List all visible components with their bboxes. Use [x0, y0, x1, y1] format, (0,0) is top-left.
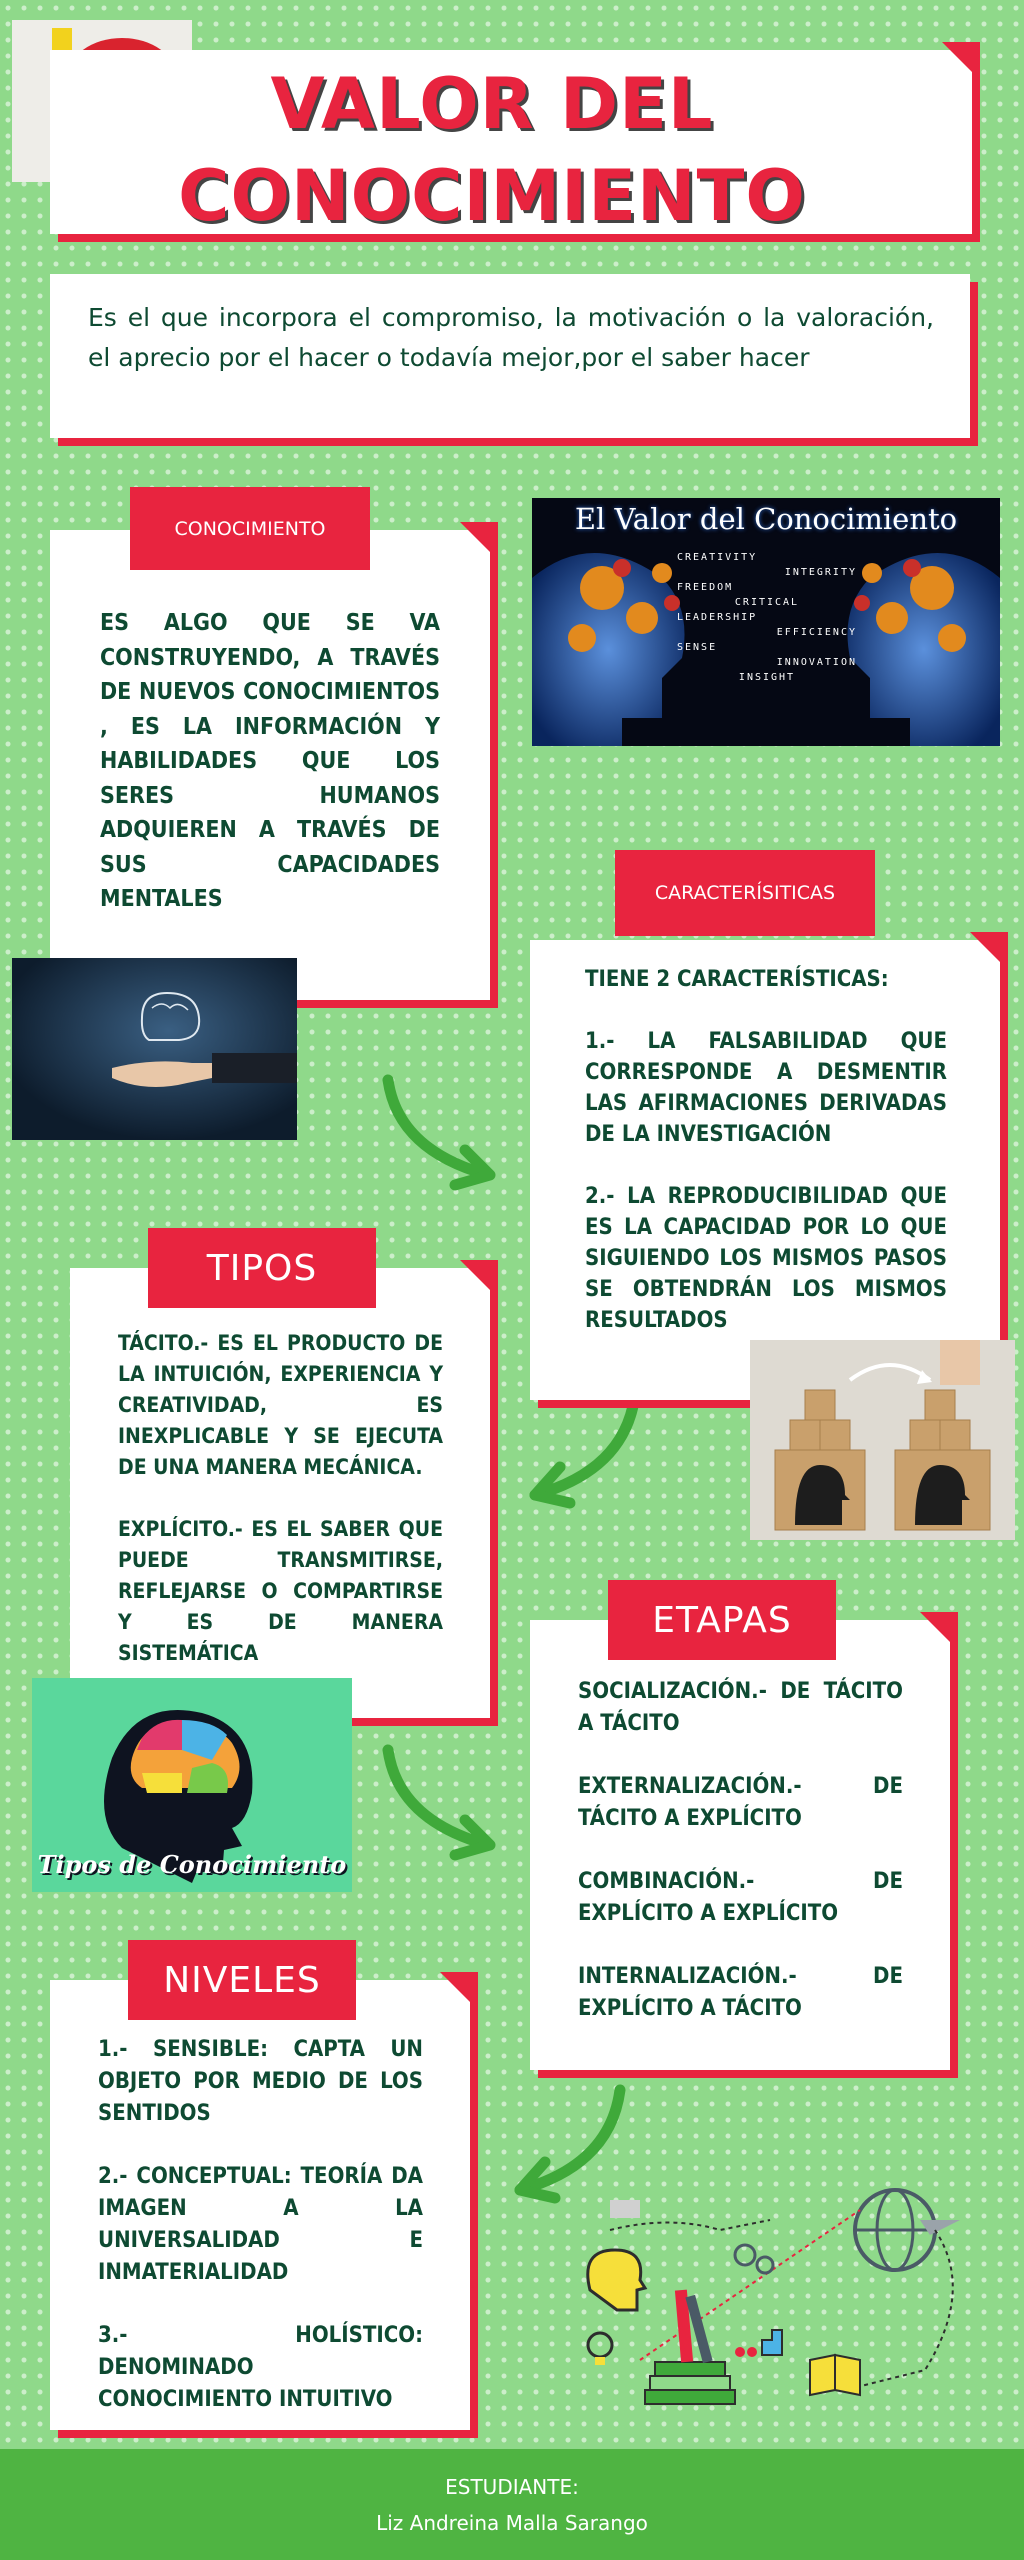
tipos-tag: TIPOS: [148, 1228, 376, 1308]
tipos-image-caption: Tipos de Conocimiento: [37, 1850, 347, 1879]
title-line-1: VALOR DEL: [270, 63, 714, 145]
footer: [0, 2449, 1024, 2560]
tipos-conocimiento-image: [32, 1678, 352, 1892]
head-blocks-image: [750, 1340, 1015, 1540]
head-profile-icon: [588, 2250, 645, 2310]
etapas-item-4: INTERNALIZACIÓN.- DE EXPLÍCITO A TÁCITO: [578, 1964, 903, 2021]
education-illustration: [570, 2180, 970, 2420]
arrow-icon: [370, 1070, 510, 1200]
conocimiento-tag: CONOCIMIENTO: [130, 487, 370, 570]
footer-student-name: Liz Andreina Malla Sarango: [376, 2511, 648, 2535]
etapas-text: [578, 1676, 903, 2056]
title-line-2: CONOCIMIENTO: [178, 155, 806, 237]
valor-word: LEADERSHIP: [677, 612, 758, 623]
page-title: [50, 58, 934, 242]
books-icon: [645, 2290, 735, 2404]
etapas-item-1: SOCIALIZACIÓN.- DE TÁCITO A TÁCITO: [578, 1679, 903, 1736]
niveles-item-3: 3.- HOLÍSTICO: DENOMINADO CONOCIMIENTO INTUITIVO: [98, 2323, 423, 2412]
lightbulb-icon: [588, 2333, 612, 2365]
footer-label: ESTUDIANTE:: [445, 2475, 579, 2499]
gear-icon: [735, 2245, 773, 2273]
intro-text: Es el que incorpora el compromiso, la motivación o la valoración, el aprecio por el hacer o todavía mejor,por el saber hacer: [88, 303, 934, 372]
globe-icon: [855, 2190, 960, 2270]
caracteristicas-intro: TIENE 2 CARACTERÍSTICAS:: [585, 967, 889, 992]
corner-fold-decoration: [460, 1260, 498, 1298]
etapas-tag: ETAPAS: [608, 1580, 836, 1660]
corner-fold-decoration: [942, 42, 980, 80]
caracteristicas-item-1: 1.- LA FALSABILIDAD QUE CORRESPONDE A DESMENTIR LAS AFIRMACIONES DERIVADAS DE LA INVESTIGACIÓN: [585, 1029, 947, 1147]
corner-fold-decoration: [920, 1612, 958, 1650]
valor-word: INTEGRITY: [784, 567, 857, 578]
arrow-icon: [510, 1385, 650, 1515]
valor-word: FREEDOM: [677, 582, 734, 593]
valor-image-words: [677, 550, 857, 685]
caracteristicas-text: [585, 964, 947, 1367]
valor-image-title: El Valor del Conocimiento: [574, 502, 958, 536]
conocimiento-text: ES ALGO QUE SE VA CONSTRUYENDO, A TRAVÉS DE NUEVOS CONOCIMIENTOS , ES LA INFORMACIÓN Y HABILIDADES QUE LOS SERES HUMANOS ADQUIEREN A TRAVÉS DE SUS CAPACIDADES MENTALES: [100, 610, 440, 912]
valor-word: CRITICAL: [734, 597, 800, 608]
corner-fold-decoration: [460, 522, 498, 560]
corner-fold-decoration: [970, 932, 1008, 970]
valor-word: INSIGHT: [738, 672, 796, 683]
valor-word: CREATIVITY: [677, 552, 758, 563]
valor-word: SENSE: [677, 642, 718, 653]
valor-word: EFFICIENCY: [776, 627, 857, 638]
niveles-item-2: 2.- CONCEPTUAL: TEORÍA DA IMAGEN A LA UNIVERSALIDAD E INMATERIALIDAD: [98, 2164, 423, 2285]
niveles-text: [98, 2034, 423, 2447]
tipos-text: [118, 1328, 443, 1700]
caracteristicas-item-2: 2.- LA REPRODUCIBILIDAD QUE ES LA CAPACIDAD POR LO QUE SIGUIENDO LOS MISMOS PASOS SE OBTENDRÁN LOS MISMOS RESULTADOS: [585, 1184, 947, 1333]
caracteristicas-tag: CARACTERÍSITICAS: [615, 850, 875, 936]
tipos-item-1: TÁCITO.- ES EL PRODUCTO DE LA INTUICIÓN, EXPERIENCIA Y CREATIVIDAD, ES INEXPLICABLE Y SE EJECUTA DE UNA MANERA MECÁNICA.: [118, 1331, 443, 1479]
corner-fold-decoration: [440, 1972, 478, 2010]
niveles-item-1: 1.- SENSIBLE: CAPTA UN OBJETO POR MEDIO DE LOS SENTIDOS: [98, 2037, 423, 2126]
book-icon: [810, 2355, 860, 2395]
niveles-tag: NIVELES: [128, 1940, 356, 2020]
etapas-item-2: EXTERNALIZACIÓN.- DE TÁCITO A EXPLÍCITO: [578, 1774, 903, 1831]
tipos-item-2: EXPLÍCITO.- ES EL SABER QUE PUEDE TRANSMITIRSE, REFLEJARSE O COMPARTIRSE Y ES DE MANERA SISTEMÁTICA: [118, 1517, 443, 1665]
valor-conocimiento-image: [532, 498, 1000, 746]
valor-word: INNOVATION: [776, 657, 857, 668]
hand-brain-image: [12, 958, 297, 1140]
arrow-icon: [370, 1740, 510, 1870]
thumbs-up-icon: [735, 2330, 782, 2357]
etapas-item-3: COMBINACIÓN.- DE EXPLÍCITO A EXPLÍCITO: [578, 1869, 903, 1926]
